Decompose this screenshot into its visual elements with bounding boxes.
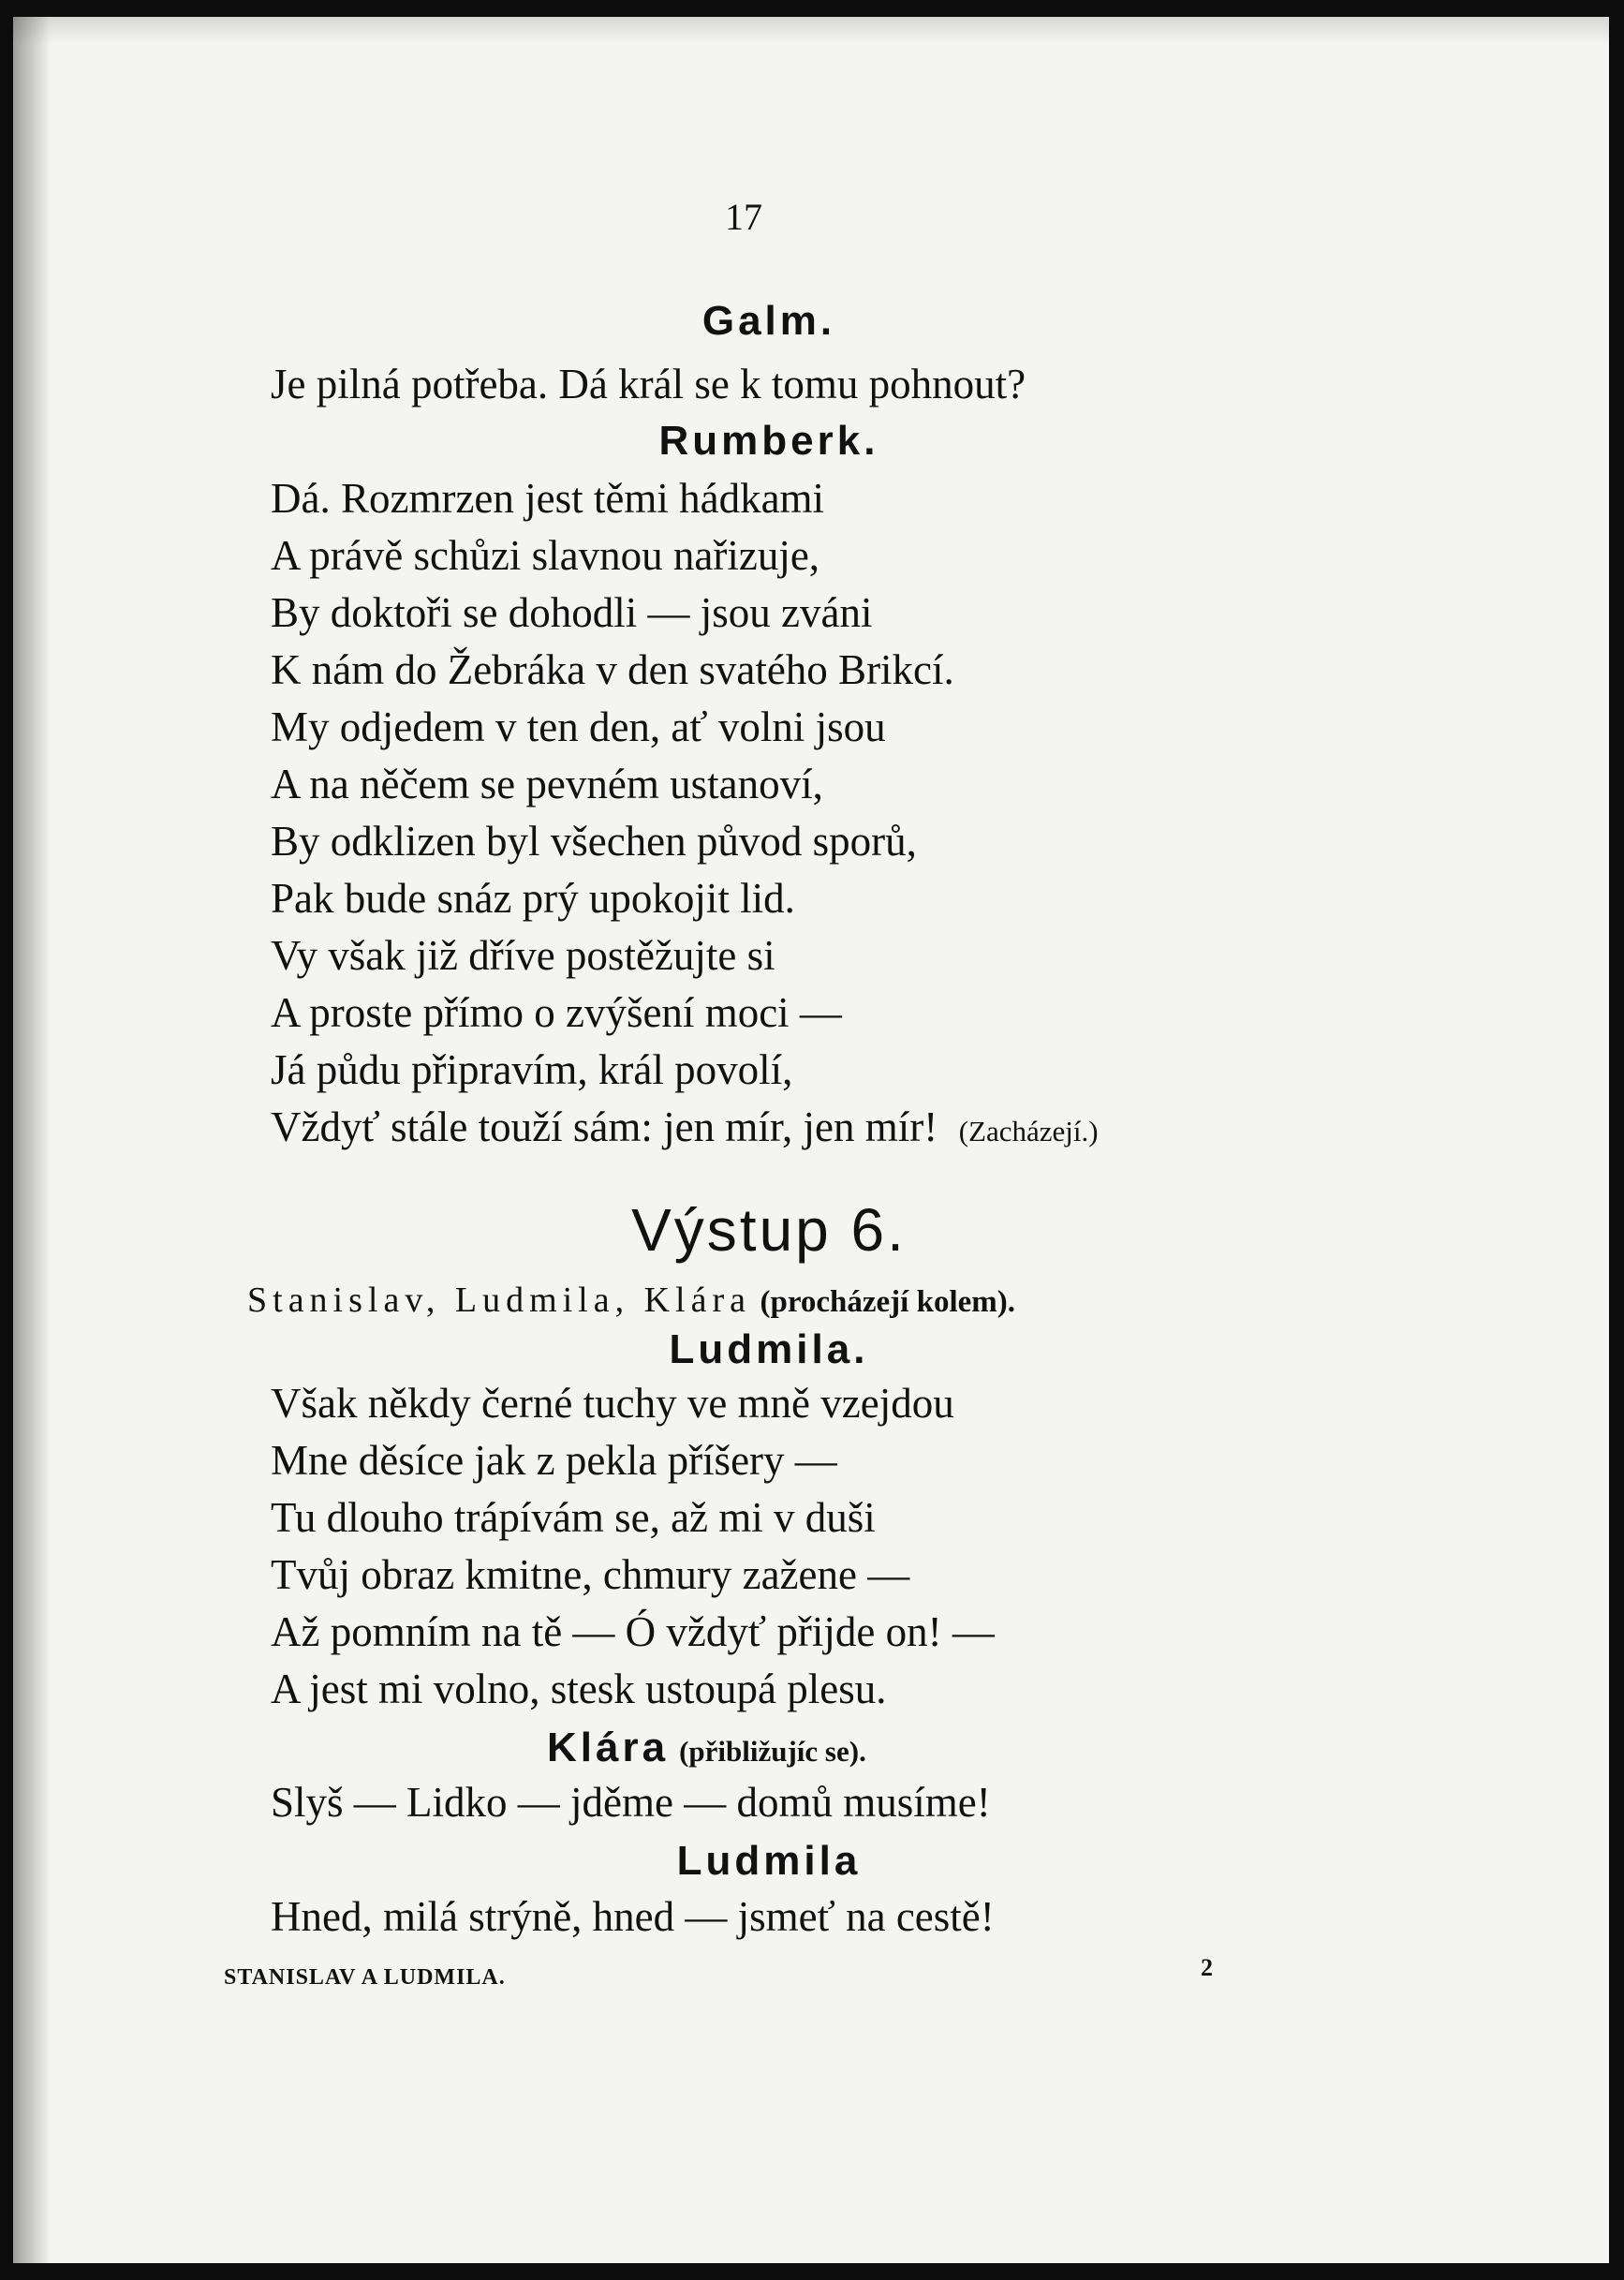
verse-line: Dá. Rozmrzen jest těmi hádkami	[271, 475, 825, 522]
book-page	[13, 17, 1609, 2263]
signature-mark: 2	[1201, 1954, 1213, 1981]
verse-line: Slyš — Lidko — jděme — domů musíme!	[271, 1779, 991, 1826]
verse-text: Vždyť stále touží sám: jen mír, jen mír!	[271, 1103, 938, 1150]
stage-direction: (přibližujíc se).	[679, 1735, 866, 1768]
verse-line: My odjedem v ten den, ať volni jsou	[271, 703, 886, 750]
running-footer: STANISLAV A LUDMILA.	[224, 1965, 506, 1990]
speaker-rumberk: Rumberk.	[658, 418, 879, 464]
verse-line: Až pomním na tě — Ó vždyť přijde on! —	[271, 1608, 995, 1655]
verse-line: Tu dlouho trápívám se, až mi v duši	[271, 1494, 876, 1541]
cast-names: Stanislav, Ludmila, Klára	[247, 1281, 751, 1320]
verse-line-with-direction	[271, 1103, 1099, 1151]
verse-line: By odklizen byl všechen původ sporů,	[271, 818, 917, 865]
scene-heading: Výstup 6.	[631, 1196, 907, 1264]
verse-line: Já půdu připravím, král povolí,	[271, 1046, 793, 1093]
verse-line: Pak bude snáz prý upokojit lid.	[271, 875, 795, 922]
verse-line: Však někdy černé tuchy ve mně vzejdou	[271, 1380, 954, 1427]
speaker-galm: Galm.	[701, 298, 836, 344]
cast-note: (procházejí kolem).	[760, 1285, 1015, 1319]
page-number: 17	[725, 196, 762, 238]
verse-line: A proste přímo o zvýšení moci —	[271, 989, 842, 1036]
speaker-ludmila: Ludmila.	[669, 1326, 869, 1372]
verse-line: A na něčem se pevném ustanoví,	[271, 761, 823, 807]
verse-line: A právě schůzi slavnou nařizuje,	[271, 532, 820, 579]
verse-line: By doktoři se dohodli — jsou zváni	[271, 589, 873, 636]
verse-line: Vy však již dříve postěžujte si	[271, 932, 775, 979]
stage-direction: (Zacházejí.)	[958, 1115, 1099, 1147]
verse-line: Hned, milá strýně, hned — jsmeť na cestě!	[271, 1893, 995, 1940]
verse-line: K nám do Žebráka v den svatého Brikcí.	[271, 646, 954, 693]
verse-line: Tvůj obraz kmitne, chmury zažene —	[271, 1551, 910, 1598]
cast-list	[247, 1280, 1015, 1321]
speaker-ludmila: Ludmila	[676, 1838, 862, 1884]
speaker-name: Klára	[547, 1725, 670, 1770]
verse-line: Mne děsíce jak z pekla příšery —	[271, 1437, 837, 1484]
verse-line: A jest mi volno, stesk ustoupá plesu.	[271, 1666, 887, 1712]
verse-line: Je pilná potřeba. Dá král se k tomu pohnout?	[271, 361, 1026, 407]
speaker-klara	[547, 1724, 866, 1771]
